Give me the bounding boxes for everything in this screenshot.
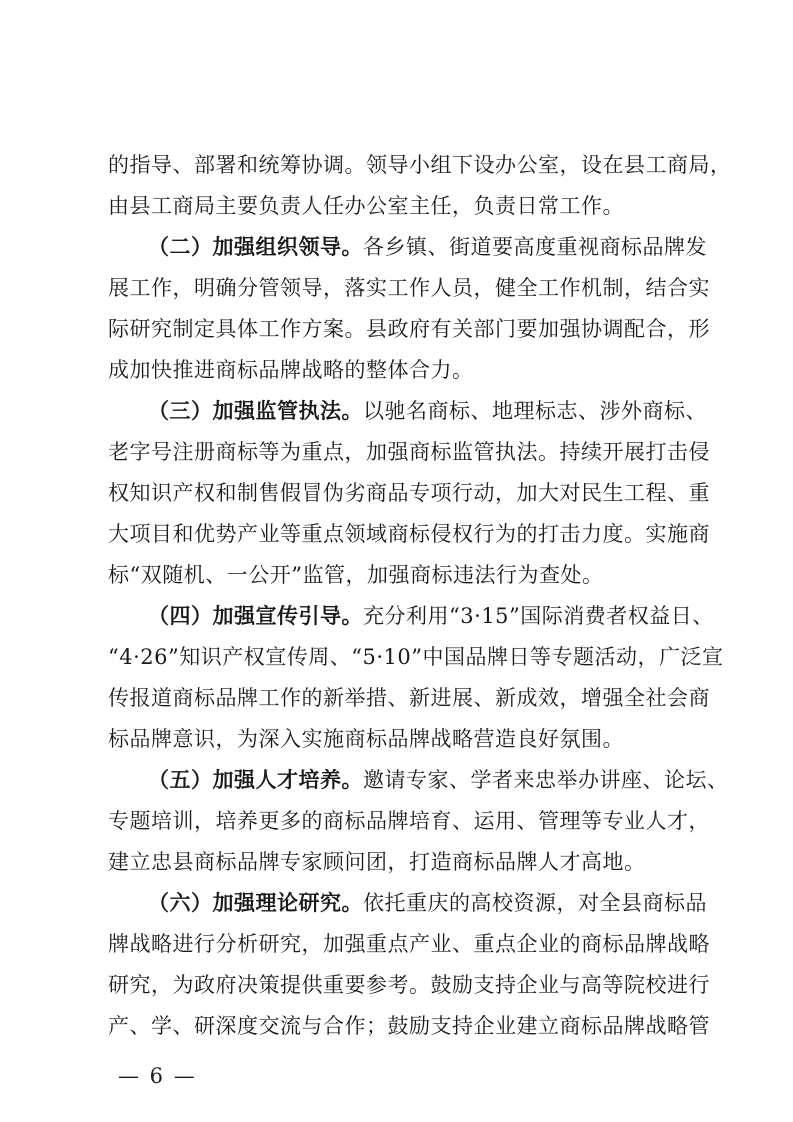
paragraph-line: 产、学、研深度交流与合作；鼓励支持企业建立商标品牌战略管 [108, 1014, 710, 1038]
paragraph-text: 依托重庆的高校资源，对全县商标品 [363, 891, 707, 915]
paragraph-line: 大项目和优势产业等重点领域商标侵权行为的打击力度。实施商 [108, 522, 710, 546]
paragraph-line: 成加快推进商标品牌战略的整体合力。 [108, 358, 474, 382]
paragraph-line: 建立忠县商标品牌专家顾问团，打造商标品牌人才高地。 [108, 850, 646, 874]
section-heading-3: （三）加强监管执法。 [148, 399, 363, 423]
paragraph-line: 牌战略进行分析研究，加强重点产业、重点企业的商标品牌战略 [108, 932, 710, 956]
paragraph-line: 研究，为政府决策提供重要参考。鼓励支持企业与高等院校进行 [108, 973, 710, 997]
paragraph-first-line [148, 227, 707, 267]
paragraph-text: 充分利用“3·15”国际消费者权益日、 [363, 604, 714, 628]
paragraph-line: 由县工商局主要负责人任办公室主任，负责日常工作。 [108, 194, 624, 218]
paragraph-text: 以驰名商标、地理标志、涉外商标、 [363, 399, 707, 423]
paragraph-first-line [148, 883, 707, 923]
paragraph-line: 展工作，明确分管领导，落实工作人员，健全工作机制，结合实 [108, 276, 710, 300]
paragraph-line: 权知识产权和制售假冒伪劣商品专项行动，加大对民生工程、重 [108, 481, 710, 505]
paragraph-line: 际研究制定具体工作方案。县政府有关部门要加强协调配合，形 [108, 317, 710, 341]
paragraph-line: 的指导、部署和统筹协调。领导小组下设办公室，设在县工商局， [108, 153, 732, 177]
paragraph-line: 标品牌意识，为深入实施商标品牌战略营造良好氛围。 [108, 727, 624, 751]
paragraph-text: 各乡镇、街道要高度重视商标品牌发 [363, 235, 707, 259]
paragraph-first-line [148, 760, 729, 800]
paragraph-line: 传报道商标品牌工作的新举措、新进展、新成效，增强全社会商 [108, 686, 710, 710]
paragraph-line: 标“双随机、一公开”监管，加强商标违法行为查处。 [108, 563, 604, 587]
section-heading-5: （五）加强人才培养。 [148, 768, 363, 792]
paragraph-line: 专题培训，培养更多的商标品牌培育、运用、管理等专业人才， [108, 809, 710, 833]
section-heading-2: （二）加强组织领导。 [148, 235, 363, 259]
page-number: — 6 — [118, 1064, 197, 1088]
paragraph-text: 邀请专家、学者来忠举办讲座、论坛、 [363, 768, 729, 792]
section-heading-6: （六）加强理论研究。 [148, 891, 363, 915]
paragraph-line: 老字号注册商标等为重点，加强商标监管执法。持续开展打击侵 [108, 440, 710, 464]
paragraph-line: “4·26”知识产权宣传周、“5·10”中国品牌日等专题活动，广泛宣 [108, 645, 724, 669]
paragraph-first-line [148, 596, 714, 636]
paragraph-first-line [148, 391, 707, 431]
section-heading-4: （四）加强宣传引导。 [148, 604, 363, 628]
